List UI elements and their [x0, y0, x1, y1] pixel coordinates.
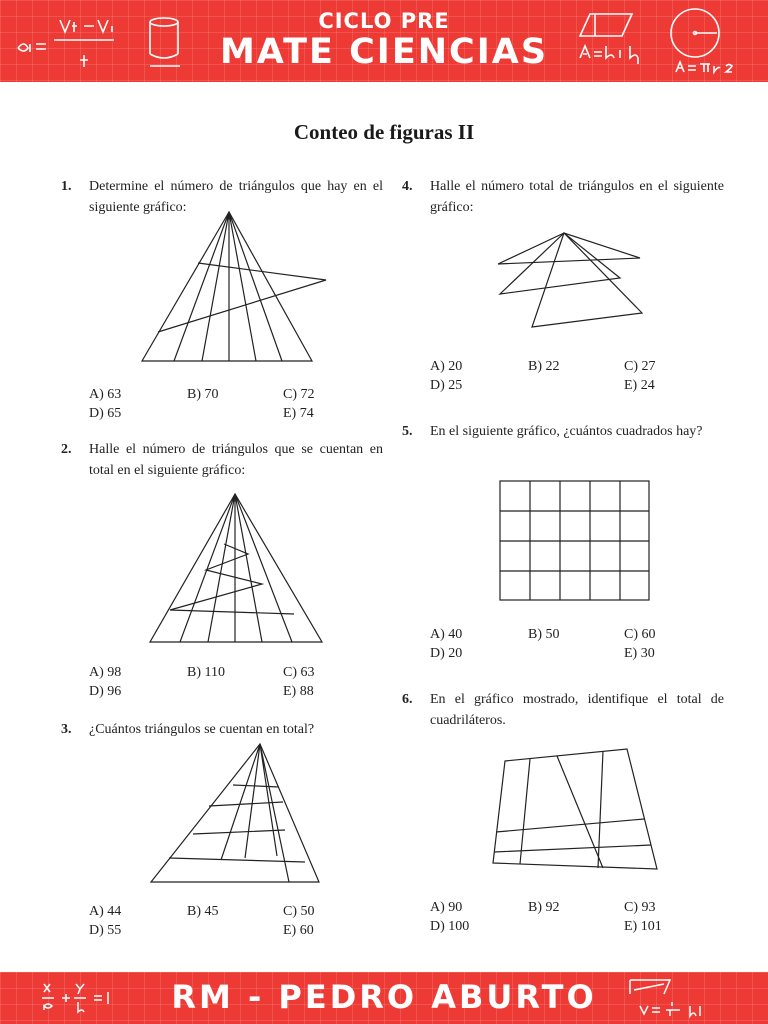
page-title: Conteo de figuras II — [293, 120, 475, 144]
question-number: 5. — [402, 424, 413, 439]
option-d[interactable]: D) 96 — [89, 684, 122, 699]
option-c[interactable]: C) 63 — [283, 665, 315, 680]
option-a[interactable]: A) 44 — [89, 904, 122, 919]
option-d[interactable]: D) 100 — [430, 919, 470, 934]
option-c[interactable]: C) 72 — [283, 387, 315, 402]
option-b[interactable]: B) 45 — [187, 904, 219, 919]
option-b[interactable]: B) 92 — [528, 900, 560, 915]
footer-banner — [0, 972, 768, 1024]
q2-triangle-diagram — [140, 488, 340, 648]
question-text: En el siguiente gráfico, ¿cuántos cuadrados hay? — [430, 424, 703, 439]
brand-line-mate-ciencias: MATE CIENCIAS — [219, 32, 549, 72]
brand-line-ciclo-pre: CICLO PRE — [318, 9, 450, 33]
q4-triangle-diagram — [490, 226, 660, 332]
option-e[interactable]: E) 101 — [624, 919, 662, 934]
question-text: ¿Cuántos triángulos se cuentan en total? — [89, 722, 315, 737]
option-c[interactable]: C) 60 — [624, 627, 656, 642]
option-e[interactable]: E) 24 — [624, 378, 655, 393]
option-e[interactable]: E) 88 — [283, 684, 314, 699]
question-2 — [61, 439, 383, 481]
question-text: En el gráfico mostrado, identifique el total de cuadriláteros. — [430, 692, 724, 728]
option-c[interactable]: C) 93 — [624, 900, 656, 915]
option-d[interactable]: D) 25 — [430, 378, 463, 393]
question-number: 2. — [61, 442, 72, 457]
option-e[interactable]: E) 30 — [624, 646, 655, 661]
q1-triangle-diagram — [130, 205, 340, 367]
option-d[interactable]: D) 65 — [89, 406, 122, 421]
option-b[interactable]: B) 110 — [187, 665, 225, 680]
option-a[interactable]: A) 98 — [89, 665, 122, 680]
option-c[interactable]: C) 50 — [283, 904, 315, 919]
question-number: 6. — [402, 692, 413, 707]
q3-triangle-diagram — [145, 740, 330, 888]
question-number: 4. — [402, 179, 413, 194]
option-d[interactable]: D) 20 — [430, 646, 463, 661]
option-c[interactable]: C) 27 — [624, 359, 656, 374]
option-b[interactable]: B) 50 — [528, 627, 560, 642]
option-e[interactable]: E) 60 — [283, 923, 314, 938]
option-a[interactable]: A) 20 — [430, 359, 463, 374]
option-b[interactable]: B) 22 — [528, 359, 560, 374]
option-a[interactable]: A) 63 — [89, 387, 122, 402]
question-number: 3. — [61, 722, 72, 737]
question-3 — [61, 719, 383, 740]
option-d[interactable]: D) 55 — [89, 923, 122, 938]
option-e[interactable]: E) 74 — [283, 406, 314, 421]
option-a[interactable]: A) 40 — [430, 627, 463, 642]
option-a[interactable]: A) 90 — [430, 900, 463, 915]
option-b[interactable]: B) 70 — [187, 387, 219, 402]
q5-grid-diagram — [498, 479, 653, 604]
question-5 — [402, 421, 724, 442]
question-6 — [402, 689, 724, 731]
question-text: Halle el número total de triángulos en el siguiente gráfico: — [430, 179, 724, 215]
q6-quadrilateral-diagram — [488, 742, 663, 874]
header-banner — [0, 0, 768, 82]
question-4 — [402, 176, 724, 218]
question-text: Determine el número de triángulos que hay en el siguiente gráfico: — [89, 179, 383, 215]
footer-title: RM - PEDRO ABURTO — [171, 978, 597, 1016]
question-text: Halle el número de triángulos que se cuentan en total en el siguiente gráfico: — [89, 442, 383, 478]
question-number: 1. — [61, 179, 72, 194]
